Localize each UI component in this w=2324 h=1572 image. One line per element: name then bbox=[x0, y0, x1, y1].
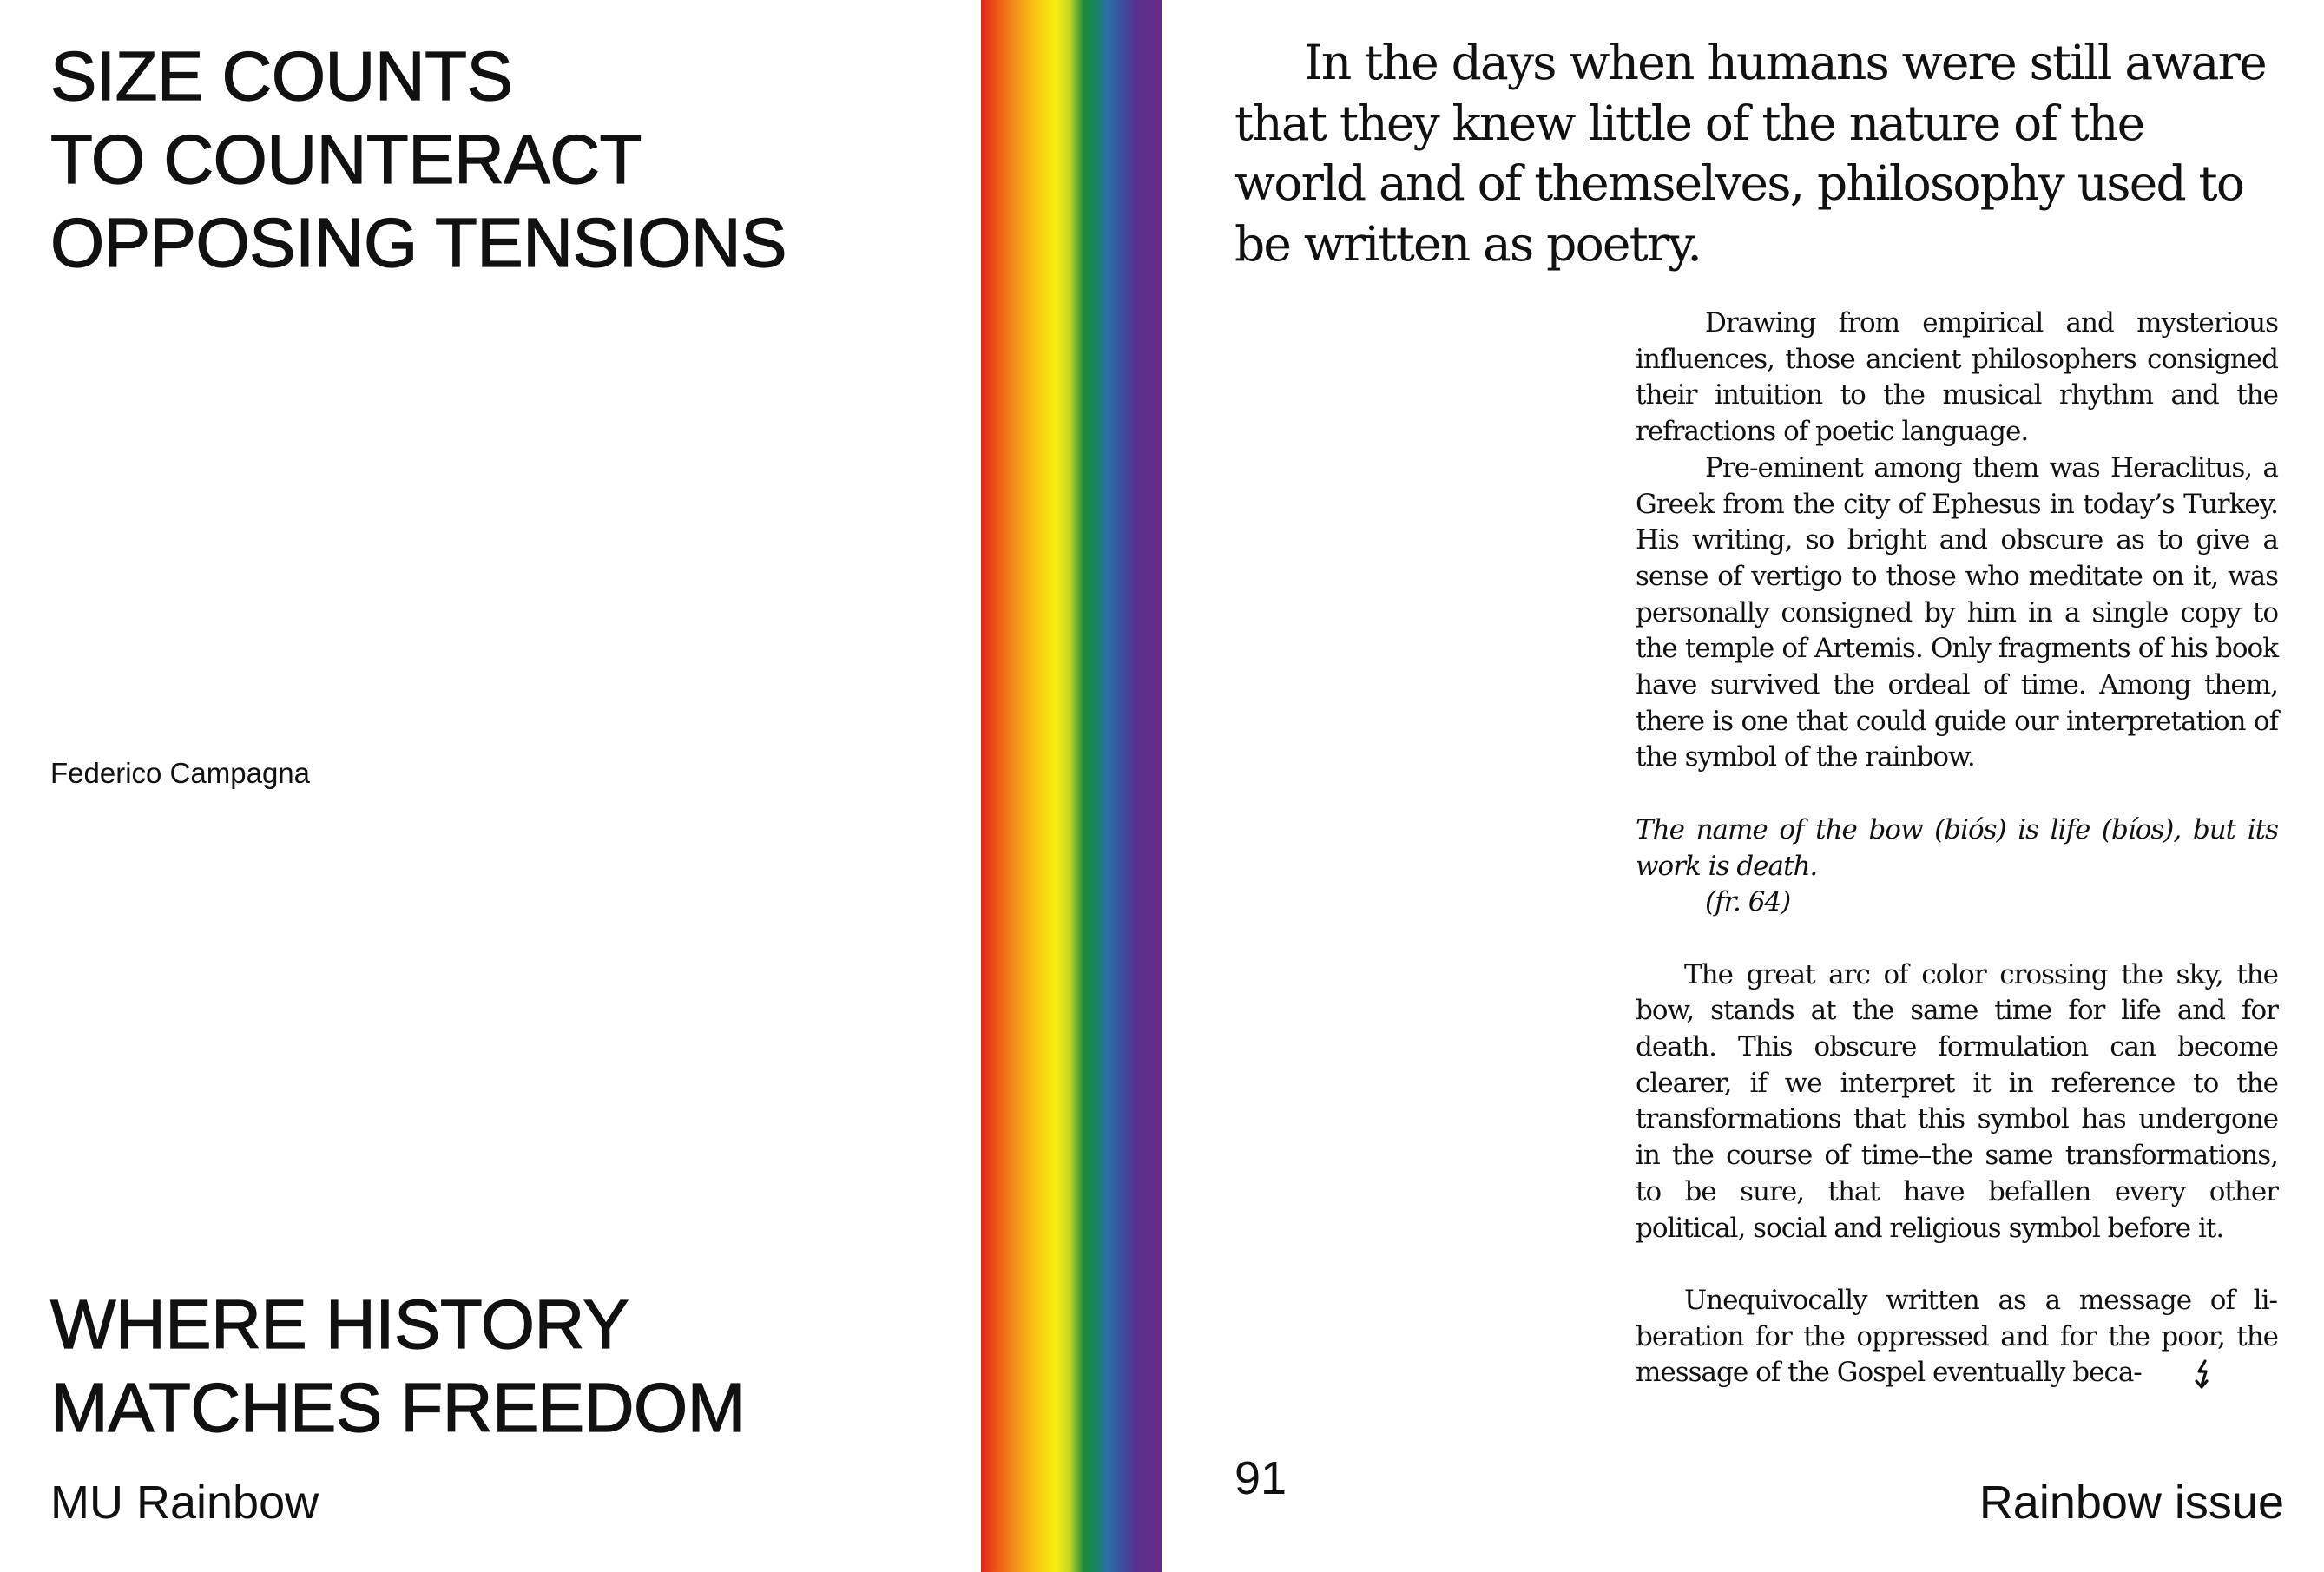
lead-paragraph: In the days when humans were still aware that they knew little of the nature of the world and of themselves, philosophy used to be written as poetry. bbox=[1234, 35, 2266, 272]
headline-bottom bbox=[50, 1283, 745, 1450]
headline-bottom-line: MATCHES FREEDOM bbox=[50, 1369, 745, 1446]
quote-reference: (fr. 64) bbox=[1705, 886, 1791, 918]
quote-text: The name of the bow (biós) is life (bíos), but its work is death. bbox=[1636, 813, 2278, 882]
issue-name: Rainbow issue bbox=[1978, 1477, 2284, 1529]
headline-top-line: SIZE COUNTS bbox=[50, 37, 513, 115]
headline-top-line: OPPOSING TENSIONS bbox=[50, 204, 787, 281]
page-number: 91 bbox=[1234, 1452, 1287, 1504]
body-column bbox=[1636, 306, 2278, 1391]
headline-top-line: TO COUNTERACT bbox=[50, 121, 642, 198]
headline-bottom-line: WHERE HISTORY bbox=[50, 1286, 629, 1363]
publication-name: MU Rainbow bbox=[50, 1477, 319, 1529]
headline-top bbox=[50, 35, 787, 285]
body-paragraph: Pre-eminent among them was Heraclitus, a Greek from the city of Ephesus in today’s Turkey. His writing, so bright and obscure as to give a sense of vertigo to those who meditate on it, was personally consigned by him in a single copy to the temple of Artemis. Only fragments of his book have survived the ordeal of time. Among them, there is one that could guide our interpretation of the symbol of the rainbow. bbox=[1636, 451, 2278, 773]
body-paragraph-text: Unequivocally written as a message of liberation for the oppressed and for the poor, the message of the Gospel eventually beca- bbox=[1636, 1284, 2278, 1389]
page-turn-arrow-icon bbox=[2143, 1358, 2164, 1390]
author-name: Federico Campagna bbox=[50, 757, 310, 789]
body-paragraph: Drawing from empirical and mysterious influences, those ancient philosophers consigned their intuition to the musical rhythm and the refractions of poetic language. bbox=[1636, 307, 2278, 448]
body-paragraph: The great arc of color crossing the sky, the bow, stands at the same time for life and for death. This obscure formulation can become clearer, if we interpret it in reference to the transformations that this symbol has undergone in the course of time–the same transformations, to be sure, that have befallen every other political, social and religious symbol before it. bbox=[1636, 958, 2278, 1244]
right-page bbox=[1162, 0, 2324, 1572]
rainbow-gradient-strip bbox=[981, 0, 1162, 1572]
left-page bbox=[0, 0, 981, 1572]
body-paragraph-last bbox=[1636, 1283, 2278, 1391]
